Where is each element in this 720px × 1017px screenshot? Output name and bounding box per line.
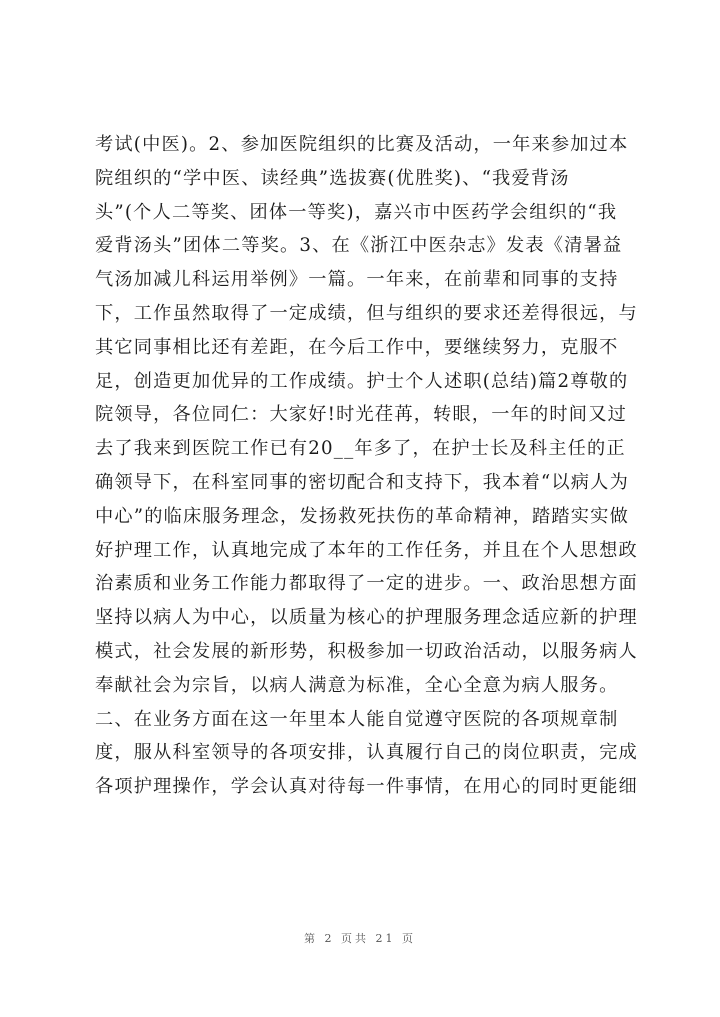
text-line: 爱背汤头”团体二等奖。3、在《浙江中医杂志》发表《清暑益 (95, 235, 623, 257)
page-number-footer: 第 2 页共 21 页 (304, 932, 416, 945)
text-line: 好护理工作，认真地完成了本年的工作任务，并且在个人思想政 (95, 539, 638, 561)
text-line: 治素质和业务工作能力都取得了一定的进步。一、政治思想方面 (95, 573, 638, 595)
text-line: 足，创造更加优异的工作成绩。护士个人述职(总结)篇2尊敬的 (95, 370, 629, 392)
text-line: 气汤加减儿科运用举例》一篇。一年来，在前辈和同事的支持 (95, 269, 619, 291)
text-line: 头”(个人二等奖、团体一等奖)，嘉兴市中医药学会组织的“我 (95, 201, 618, 223)
text-line: 其它同事相比还有差距，在今后工作中，要继续努力，克服不 (95, 336, 619, 358)
text-line: 各项护理操作，学会认真对待每一件事情，在用心的同时更能细 (95, 776, 638, 798)
text-line: 院领导，各位同仁：大家好!时光荏苒，转眼，一年的时间又过 (95, 404, 627, 426)
text-line: 二、在业务方面在这一年里本人能自觉遵守医院的各项规章制 (95, 708, 619, 730)
text-line: 度，服从科室领导的各项安排，认真履行自己的岗位职责，完成 (95, 742, 638, 764)
text-line: 中心”的临床服务理念，发扬救死扶伤的革命精神，踏踏实实做 (95, 505, 629, 527)
text-line: 院组织的“学中医、读经典”选拔赛(优胜奖)、“我爱背汤 (95, 167, 570, 189)
text-line: 考试(中医)。2、参加医院组织的比赛及活动，一年来参加过本 (95, 134, 629, 155)
text-line: 奉献社会为宗旨，以病人满意为标准，全心全意为病人服务。 (95, 674, 619, 696)
text-line: 下，工作虽然取得了一定成绩，但与组织的要求还差得很远，与 (95, 302, 638, 324)
text-line: 去了我来到医院工作已有20__年多了，在护士长及科主任的正 (95, 438, 626, 460)
text-line: 确领导下，在科室同事的密切配合和支持下，我本着“以病人为 (95, 471, 629, 493)
document-body (95, 128, 655, 804)
text-line: 模式，社会发展的新形势，积极参加一切政治活动，以服务病人 (95, 640, 638, 662)
text-line: 坚持以病人为中心，以质量为核心的护理服务理念适应新的护理 (95, 607, 638, 629)
